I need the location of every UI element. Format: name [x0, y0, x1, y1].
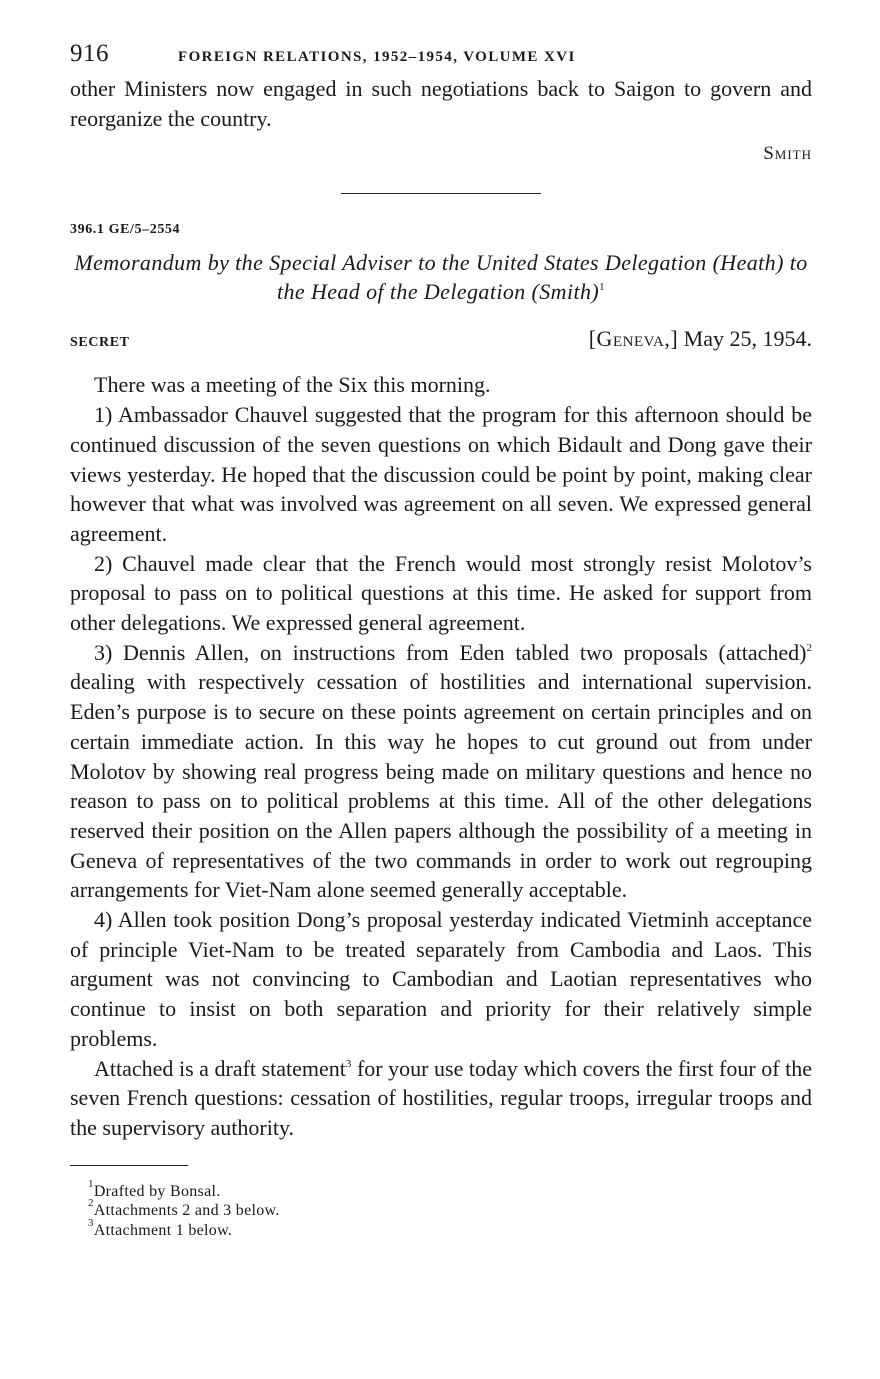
footnote [88, 1177, 812, 1202]
section-separator [341, 193, 541, 194]
footnote [88, 1197, 812, 1221]
paragraph-5 [70, 1054, 812, 1143]
paragraph-3 [70, 638, 812, 905]
running-title: FOREIGN RELATIONS, 1952–1954, VOLUME XVI [178, 49, 576, 65]
signature: Smith [763, 143, 812, 165]
document-title [70, 248, 812, 306]
paragraph-3-start: 3) Dennis Allen, on instructions from Eden tabled two proposals (attached) [94, 639, 807, 665]
paragraph-2: 2) Chauvel made clear that the French would most strongly resist Molotov’s proposal to pass on to political questions at this time. He asked for support from other delegations. We expressed general agreement. [70, 550, 812, 636]
footnote-marker-2: 2 [806, 641, 812, 654]
footnote-rule [70, 1165, 188, 1166]
paragraph-5-rest: for your use today which covers the first four of the seven French questions: cessation of hostilities, regular troops, irregular troops and the supervisory authority. [70, 1055, 812, 1140]
footnote-mark: 1 [88, 1177, 94, 1190]
running-head [70, 40, 812, 74]
paragraph-5-start: Attached is a draft statement [94, 1055, 346, 1081]
paragraph-4: 4) Allen took position Dong’s proposal yesterday indicated Vietminh acceptance of principle Viet-Nam to be treated separately from Cambodia and Laos. This argument was not convincing to Cambodian and Laotian representatives who continue to insist on both separation and priority for their relatively simple problems. [70, 907, 812, 1051]
date: May 25, 1954. [683, 326, 812, 352]
footnote-text: Attachments 2 and 3 below. [93, 1202, 280, 1220]
footnote-mark: 2 [88, 1197, 94, 1210]
title-footnote-marker: 1 [599, 281, 606, 294]
classification-label: SECRET [70, 335, 130, 351]
footnote-mark: 3 [88, 1216, 94, 1229]
footnote-text: Drafted by Bonsal. [93, 1182, 221, 1200]
continued-paragraph: other Ministers now engaged in such negotiations back to Saigon to govern and reorganize the country. [70, 76, 812, 131]
date-line [589, 326, 812, 352]
document-page [70, 40, 812, 1240]
paragraph-intro: There was a meeting of the Six this morning. [94, 372, 491, 398]
file-reference: 396.1 GE/5–2554 [70, 222, 181, 238]
place: [Geneva,] [588, 326, 679, 352]
footnote-text: Attachment 1 below. [93, 1221, 233, 1239]
footnote [88, 1216, 812, 1241]
page-number: 916 [70, 40, 109, 67]
paragraph-1: 1) Ambassador Chauvel suggested that the program for this afternoon should be continued discussion of the seven questions on which Bidault and Dong gave their views yesterday. He hoped that the discussion could be point by point, making clear however that what was involved was agreement on all seven. We expressed general agreement. [70, 402, 812, 546]
footnotes [70, 1177, 812, 1241]
dateline [70, 326, 812, 352]
footnote-marker-3: 3 [345, 1057, 352, 1070]
document-title-text: Memorandum by the Special Adviser to the United States Delegation (Heath) to the Head of the Delegation (Smith) [74, 250, 808, 305]
paragraph-3-rest: dealing with respectively cessation of hostilities and international supervision. Eden’s purpose is to secure on these points agreement on certain principles and on certain immediate action. In this way he hopes to cut ground out from under Molotov by showing real progress being made on military questions and hence no reason to pass on to political problems at this time. All of the other delegations reserved their position on the Allen papers although the possibility of a meeting in Geneva of representatives of the two commands in order to work out regrouping arrangements for Viet-Nam alone seemed generally acceptable. [70, 669, 812, 903]
